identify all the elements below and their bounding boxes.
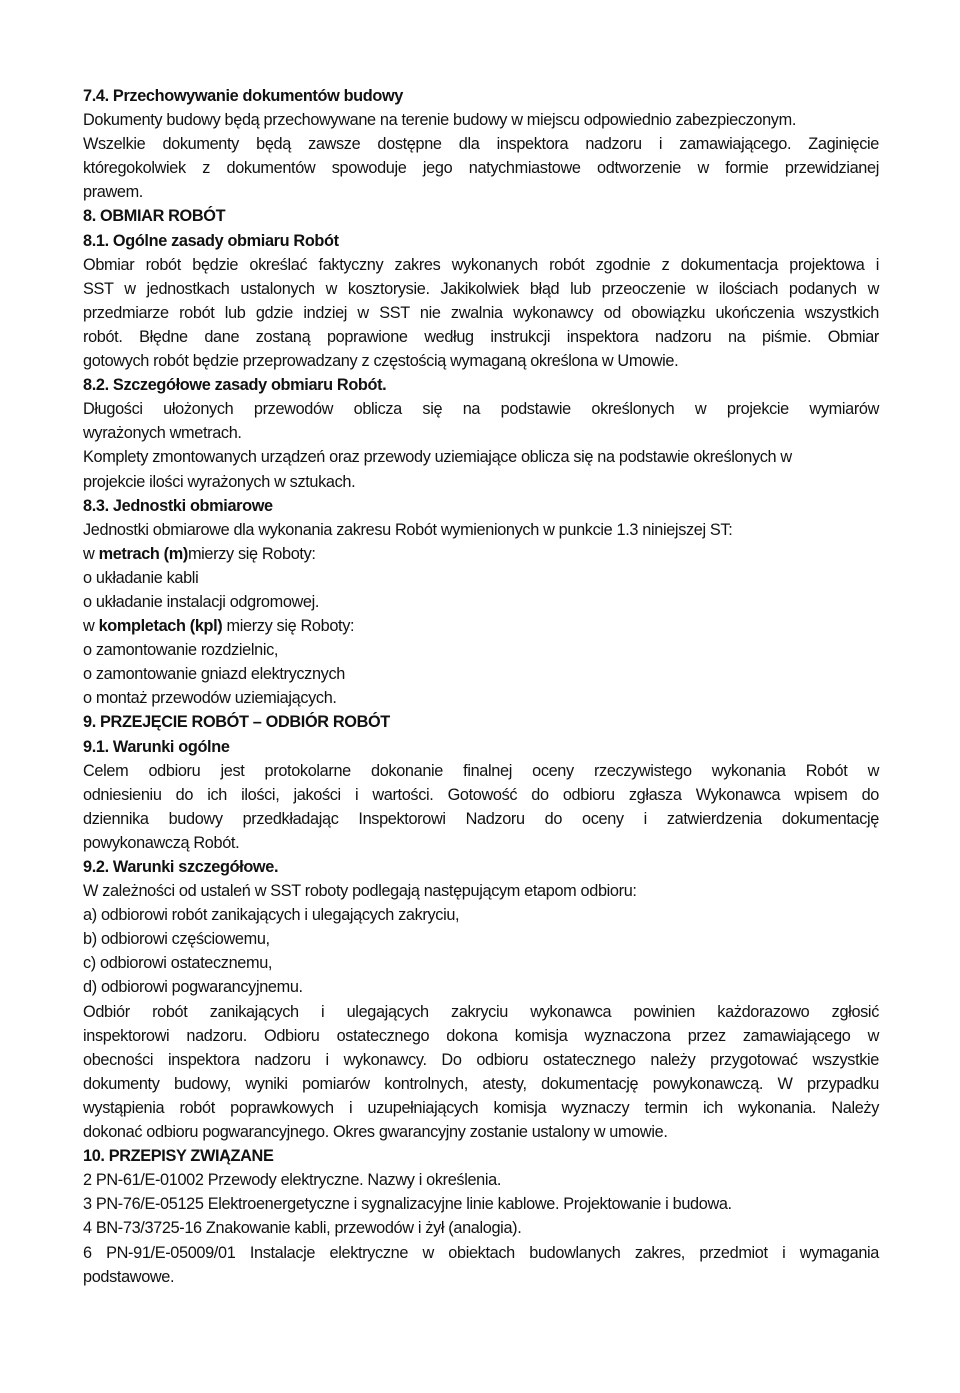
- text-line: o zamontowanie rozdzielnic,: [83, 641, 279, 660]
- text-line: wyrażonych wmetrach.: [83, 424, 242, 443]
- text-line: Długości ułożonych przewodów oblicza się na podstawie określonych w projekcie wymiarów: [83, 400, 879, 419]
- text-line: robót. Błędne dane zostaną poprawione według instrukcji inspektora nadzoru na piśmie. Obmiar: [83, 327, 879, 346]
- bold-term: kompletach (kpl): [98, 617, 223, 636]
- text-line: dokonać odbioru pogwarancyjnego. Okres gwarancyjny zostanie ustalony w umowie.: [83, 1123, 668, 1142]
- text-line: [83, 614, 879, 638]
- section-heading-line: 10. PRZEPISY ZWIĄZANE: [83, 1147, 274, 1166]
- section-heading-line: 9.1. Warunki ogólne: [83, 737, 230, 756]
- text-span: mierzy się Roboty:: [222, 617, 355, 636]
- text-line: obecności inspektora nadzoru i wykonawcy. Do odbioru ostatecznego należy przygotować wszystkie: [83, 1050, 879, 1069]
- text-line: Dokumenty budowy będą przechowywane na terenie budowy w miejscu odpowiednio zabezpieczonym.: [83, 111, 796, 130]
- text-line: Komplety zmontowanych urządzeń oraz przewody uziemiające oblicza się na podstawie określonych w: [83, 448, 792, 467]
- text-line: o zamontowanie gniazd elektrycznych: [83, 665, 345, 684]
- text-line: o układanie instalacji odgromowej.: [83, 592, 320, 611]
- section-heading-line: 8.1. Ogólne zasady obmiaru Robót: [83, 231, 339, 250]
- text-line: projekcie ilości wyrażonych w sztukach.: [83, 472, 356, 491]
- text-span: mierzy się Roboty:: [187, 544, 316, 563]
- text-line: wystąpienia robót poprawkowych i uzupełniających komisja wyznaczy termin ich wykonania. Należy: [83, 1098, 879, 1117]
- text-line: prawem.: [83, 183, 143, 202]
- text-line: c) odbiorowi ostatecznemu,: [83, 954, 273, 973]
- text-line: d) odbiorowi pogwarancyjnemu.: [83, 978, 303, 997]
- section-heading-line: 8.2. Szczegółowe zasady obmiaru Robót.: [83, 376, 387, 395]
- text-line: gotowych robót będzie przeprowadzany z częstością wymaganą określona w Umowie.: [83, 352, 679, 371]
- text-line: podstawowe.: [83, 1267, 175, 1286]
- text-line: 2 PN-61/E-01002 Przewody elektryczne. Nazwy i określenia.: [83, 1171, 502, 1190]
- text-line: o montaż przewodów uziemiających.: [83, 689, 337, 708]
- text-line: Wszelkie dokumenty będą zawsze dostępne dla inspektora nadzoru i zamawiającego. Zaginięcie: [83, 135, 879, 154]
- text-line: o układanie kabli: [83, 568, 199, 587]
- section-heading-line: 7.4. Przechowywanie dokumentów budowy: [83, 87, 403, 105]
- text-line: b) odbiorowi częściowemu,: [83, 930, 270, 949]
- text-line: Odbiór robót zanikających i ulegających zakryciu wykonawca powinien każdorazowo zgłosić: [83, 1002, 879, 1021]
- text-line: [83, 542, 879, 566]
- text-line: Jednostki obmiarowe dla wykonania zakresu Robót wymienionych w punkcie 1.3 niniejszej ST:: [83, 520, 733, 539]
- text-line: 4 BN-73/3725-16 Znakowanie kabli, przewodów i żył (analogia).: [83, 1219, 522, 1238]
- section-heading-line: 9. PRZEJĘCIE ROBÓT – ODBIÓR ROBÓT: [83, 713, 390, 732]
- text-line: 6 PN-91/E-05009/01 Instalacje elektryczne w obiektach budowlanych zakres, przedmiot i wymagania: [83, 1243, 879, 1262]
- text-line: Celem odbioru jest protokolarne dokonanie finalnej oceny rzeczywistego wykonania Robót w: [83, 761, 879, 780]
- text-line: inspektorowi nadzoru. Odbioru ostatecznego dokona komisja wyznaczona przez zamawiającego w: [83, 1026, 879, 1045]
- text-line: W zależności od ustaleń w SST roboty podlegają następującym etapom odbioru:: [83, 882, 637, 901]
- document-page: [83, 84, 879, 1289]
- text-line: przedmiarze robót lub gdzie indziej w SST nie zwalnia wykonawcy od obowiązku ukończenia wszystkich: [83, 303, 879, 322]
- text-line: 3 PN-76/E-05125 Elektroenergetyczne i sygnalizacyjne linie kablowe. Projektowanie i budowa.: [83, 1195, 732, 1214]
- section-heading-line: 9.2. Warunki szczegółowe.: [83, 858, 279, 876]
- text-line: a) odbiorowi robót zanikających i ulegających zakryciu,: [83, 906, 460, 925]
- section-heading-line: 8.3. Jednostki obmiarowe: [83, 496, 273, 515]
- text-line: dziennika budowy przedkładając Inspektorowi Nadzoru do oceny i zatwierdzenia dokumentację: [83, 809, 879, 828]
- text-line: powykonawczą Robót.: [83, 833, 240, 852]
- text-span: w: [83, 617, 99, 636]
- bold-term: metrach (m): [98, 544, 188, 563]
- text-line: dokumenty budowy, wyniki pomiarów kontrolnych, atesty, dokumentację powykonawczą. W przypadku: [83, 1074, 879, 1093]
- text-line: odniesieniu do ich ilości, jakości i wartości. Gotowość do odbioru zgłasza Wykonawca wpisem do: [83, 785, 879, 804]
- text-span: w: [83, 544, 99, 563]
- text-line: SST w jednostkach ustalonych w kosztorysie. Jakikolwiek błąd lub przeoczenie w ilościach podanych w: [83, 279, 879, 298]
- section-heading-line: 8. OBMIAR ROBÓT: [83, 207, 226, 226]
- text-line: Obmiar robót będzie określać faktyczny zakres wykonanych robót zgodnie z dokumentacja projektowa i: [83, 255, 879, 274]
- text-line: któregokolwiek z dokumentów spowoduje jego natychmiastowe odtworzenie w formie przewidzianej: [83, 159, 879, 178]
